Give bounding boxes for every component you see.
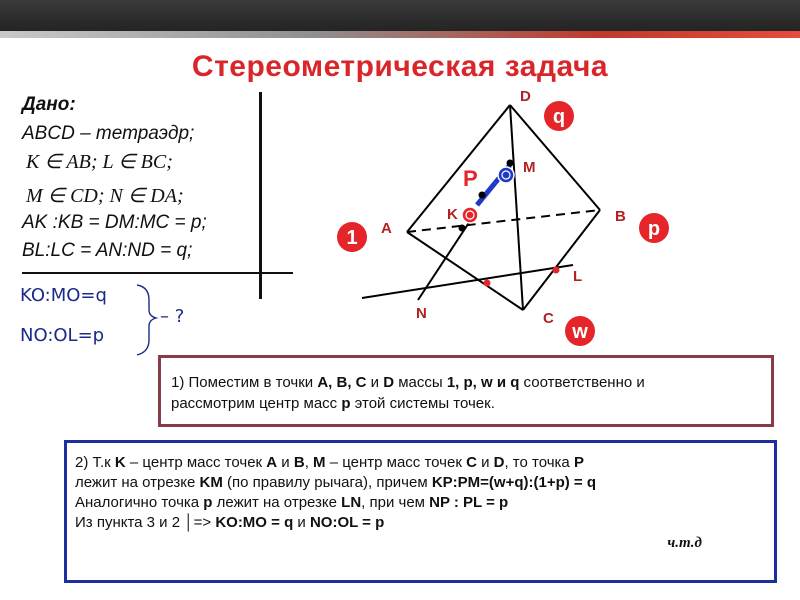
step2-text: Аналогично точка [75,494,204,511]
badge-c-text: w [572,321,588,343]
step2-text: лежит на отрезке [212,494,342,511]
step2-d: D [493,454,505,471]
step2-p: P [573,454,584,471]
step2-km: KM [199,474,223,491]
step2-line4 [75,513,766,533]
badge-a-text: 1 [346,227,358,249]
step2-m: M [313,454,326,471]
step2-text: и [293,514,310,531]
label-n: N [416,305,427,322]
badge-d-text: q [552,106,566,128]
point-center-marker [498,167,514,183]
step2-result-ko-mo: KO:MO = q [215,514,294,531]
step1-text: и [366,374,384,391]
step2-text: и [277,454,294,471]
step2-text: – центр масс точек [325,454,467,471]
edge-ab [407,210,600,232]
line-kn [418,212,476,300]
given-ratio-q: BL:LC = AN:ND = q; [22,240,193,261]
point-m [507,160,514,167]
label-l: L [573,268,583,285]
step2-text: Из пункта 3 и 2 │=> [75,514,216,531]
step1-text: массы [394,374,447,391]
label-m: M [523,159,536,176]
given-heading: Дано: [22,94,76,115]
step2-ln: LN [341,494,362,511]
slide-title: Стереометрическая задача [191,50,609,83]
step2-text: лежит на отрезке [75,474,200,491]
label-d: D [520,88,531,105]
step2-line2 [75,473,766,493]
step2-text: и [476,454,494,471]
point-l2 [553,267,560,274]
step1-center: p [341,395,351,412]
step1-number: 1) [171,374,185,391]
label-b: B [615,208,626,225]
step2-text: , то точка [504,454,574,471]
step2-k: K [114,454,126,471]
qed-mark: ч.т.д [667,535,702,551]
edge-bc [523,210,600,310]
step2-text: , [304,454,314,471]
question-no-ol: NO:OL=p [20,325,105,346]
given-formula-mn: M ∈ CD; N ∈ DA; [26,185,184,207]
step2-text: – центр масс точек [125,454,267,471]
step2-line3 [75,493,766,513]
step1-text: рассмотрим центр масс [171,395,342,412]
line-nl [362,265,573,298]
edge-da [407,105,510,232]
step1-point-d: D [383,374,395,391]
step1-text: этой системы точек. [350,395,495,412]
step2-b: B [293,454,305,471]
given-formula-kl: K ∈ AB; L ∈ BC; [26,151,173,173]
label-c: C [543,310,554,327]
label-k: K [447,206,458,223]
step2-text: (по правилу рычага), причем [222,474,432,491]
step2-point-p: p [203,494,213,511]
badge-b-text: p [647,218,661,240]
step2-c: C [466,454,477,471]
point-k-dot [459,225,466,232]
point-l1 [484,280,491,287]
given-ratio-p: AK :KB = DM:MC = p; [22,212,207,233]
step2-ratio-kp-pm: KP:PM=(w+q):(1+p) = q [431,474,596,491]
step1-points: A, B, C [317,374,367,391]
question-ko-mo: KO:MO=q [20,285,107,306]
step1-line2 [171,393,761,414]
label-a: A [381,220,392,237]
step2-a: A [266,454,278,471]
edge-ac [407,232,523,310]
step1-masses: 1, p, w и q [446,374,520,391]
step1-line1 [171,372,761,393]
step2-line1 [75,453,766,473]
point-k-marker [462,207,478,223]
step1-box [158,355,774,427]
step2-text: , при чем [361,494,430,511]
question-ask: – ? [160,306,185,327]
step2-box [64,440,777,583]
step1-text: Поместим в точки [188,374,318,391]
edge-dc [510,105,523,310]
step2-text: 2) Т.к [75,454,115,471]
label-p: P [463,166,478,191]
step1-text: соответственно и [519,374,645,391]
point-p-dot [479,192,486,199]
step2-ratio-np-pl: NP : PL = p [429,494,509,511]
step2-result-no-ol: NO:OL = p [309,514,385,531]
given-tetrahedron: ABCD – тетраэдр; [22,123,195,144]
